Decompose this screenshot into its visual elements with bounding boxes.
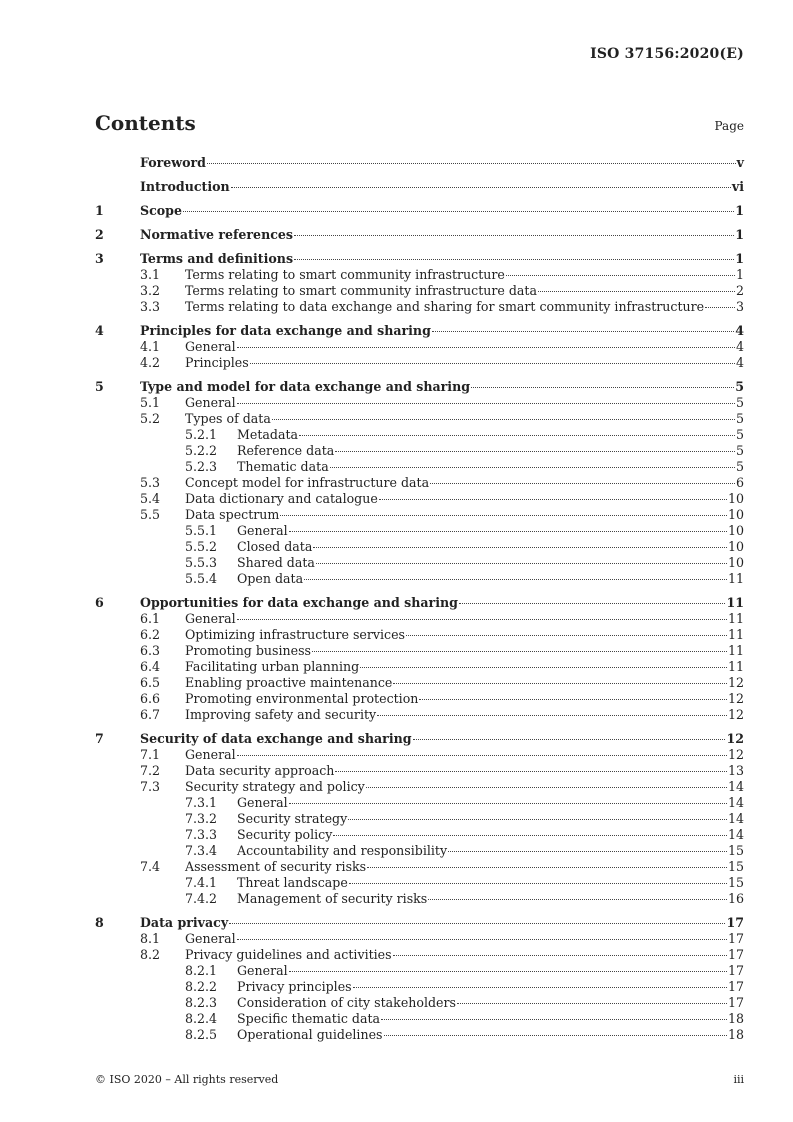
toc-entry-page: 14 [727,779,744,794]
toc-entry-title: General [185,395,236,410]
toc-entry-title: Concept model for infrastructure data [185,475,430,490]
page-number: iii [733,1073,744,1086]
dot-leader [312,651,727,652]
toc-entry-number: 8.2 [140,947,161,962]
toc-entry-number: 7.4 [140,859,161,874]
dot-leader [538,291,735,292]
toc-entry-title: Promoting business [185,643,312,658]
toc-entry-page: 15 [727,843,744,858]
toc-entry[interactable] [95,963,744,979]
toc-entry-page: 10 [727,555,744,570]
toc-entry-number: 6.6 [140,691,161,706]
toc-entry-number: 7.2 [140,763,161,778]
toc-entry-page: 14 [727,811,744,826]
dot-leader [432,331,734,332]
toc-entry-page: 17 [727,947,744,962]
toc-entry-page: 5 [735,443,744,458]
table-of-contents [95,155,744,1043]
toc-entry[interactable] [95,1027,744,1043]
toc-entry-title: General [185,339,236,354]
dot-leader [406,635,727,636]
dot-leader [183,211,734,212]
dot-leader [207,163,736,164]
toc-entry-page: 5 [735,427,744,442]
toc-entry[interactable] [95,643,744,659]
dot-leader [353,987,727,988]
toc-entry-title: Open data [237,571,304,586]
dot-leader [250,363,735,364]
toc-entry-number: 5.5.2 [185,539,218,554]
toc-entry-page: 17 [726,915,744,930]
toc-entry-title: General [237,963,288,978]
toc-entry-title: Privacy principles [237,979,352,994]
toc-entry-number: 5.1 [140,395,161,410]
toc-entry-number: 7.4.2 [185,891,218,906]
toc-entry-page: 12 [727,675,744,690]
toc-entry-page: 11 [727,643,744,658]
toc-entry-page: 4 [735,355,744,370]
toc-entry-title: Thematic data [237,459,329,474]
page-column-label: Page [714,119,744,133]
toc-entry[interactable] [95,555,744,571]
toc-entry-title: Normative references [140,227,294,242]
toc-entry-number: 5.2 [140,411,161,426]
dot-leader [335,771,727,772]
toc-entry[interactable] [95,995,744,1011]
dot-leader [379,499,727,500]
toc-entry-title: Assessment of security risks [185,859,367,874]
toc-entry-title: General [237,523,288,538]
toc-entry-number: 8.2.1 [185,963,218,978]
toc-entry[interactable] [95,491,744,507]
dot-leader [237,939,727,940]
toc-entry-number: 5.5 [140,507,161,522]
toc-entry-page: v [736,155,744,170]
toc-entry-page: vi [731,179,744,194]
toc-entry-number: 5.2.2 [185,443,218,458]
toc-entry-title: Operational guidelines [237,1027,383,1042]
toc-entry-page: 12 [727,747,744,762]
toc-entry-number: 6.1 [140,611,161,626]
toc-entry[interactable] [95,523,744,539]
dot-leader [237,755,727,756]
toc-entry-title: Accountability and responsibility [237,843,448,858]
toc-entry-page: 14 [727,795,744,810]
toc-entry[interactable] [95,659,744,675]
toc-entry-number: 8.2.4 [185,1011,218,1026]
dot-leader [384,1035,727,1036]
toc-entry-number: 5.4 [140,491,161,506]
dot-leader [366,787,727,788]
toc-entry[interactable] [95,875,744,891]
dot-leader [348,819,727,820]
toc-entry-page: 18 [727,1027,744,1042]
toc-entry-number: 8.1 [140,931,161,946]
toc-entry[interactable] [95,507,744,523]
toc-entry[interactable] [95,475,744,491]
toc-entry-title: Foreword [140,155,206,170]
toc-entry-number: 8.2.2 [185,979,218,994]
dot-leader [289,971,727,972]
toc-entry-page: 10 [727,491,744,506]
toc-entry-title: Data spectrum [185,507,280,522]
dot-leader [419,699,727,700]
toc-entry[interactable] [95,827,744,843]
toc-entry-title: Closed data [237,539,313,554]
toc-entry[interactable] [95,891,744,907]
toc-entry-page: 10 [727,539,744,554]
toc-entry-page: 11 [727,571,744,586]
toc-entry-number: 8 [95,915,104,930]
toc-entry-number: 5.5.3 [185,555,218,570]
toc-entry-number: 8.2.5 [185,1027,218,1042]
toc-entry-page: 5 [735,411,744,426]
toc-entry[interactable] [95,747,744,763]
toc-entry[interactable] [95,979,744,995]
copyright-notice: © ISO 2020 – All rights reserved [95,1073,279,1086]
toc-entry-title: Opportunities for data exchange and sharing [140,595,458,610]
toc-entry[interactable] [95,931,744,947]
dot-leader [272,419,735,420]
toc-entry-page: 4 [735,323,744,338]
toc-entry-title: Data dictionary and catalogue [185,491,378,506]
toc-entry-title: Specific thematic data [237,1011,381,1026]
toc-entry[interactable] [95,155,744,171]
toc-entry-number: 8.2.3 [185,995,218,1010]
toc-entry-title: Types of data [185,411,271,426]
toc-entry[interactable] [95,707,744,723]
toc-entry[interactable] [95,859,744,875]
toc-entry-title: Principles for data exchange and sharing [140,323,431,338]
toc-entry-number: 6.3 [140,643,161,658]
dot-leader [705,307,735,308]
toc-entry-page: 1 [735,203,744,218]
toc-entry-title: Terms relating to smart community infrastructure [185,267,505,282]
dot-leader [304,579,727,580]
toc-entry-number: 7.3 [140,779,161,794]
toc-entry[interactable] [95,795,744,811]
toc-entry-page: 11 [727,611,744,626]
dot-leader [237,403,735,404]
toc-entry-page: 17 [727,995,744,1010]
toc-entry-title: Security strategy [237,811,348,826]
toc-entry-page: 16 [727,891,744,906]
toc-entry-number: 5.3 [140,475,161,490]
toc-entry-number: 1 [95,203,104,218]
toc-entry-title: Principles [185,355,249,370]
toc-entry-page: 6 [735,475,744,490]
toc-entry-number: 6 [95,595,104,610]
toc-entry[interactable] [95,267,744,283]
toc-entry[interactable] [95,763,744,779]
dot-leader [428,899,727,900]
toc-entry-number: 7.4.1 [185,875,218,890]
toc-entry-title: General [185,931,236,946]
toc-entry-page: 13 [727,763,744,778]
toc-entry-title: Privacy guidelines and activities [185,947,392,962]
toc-entry-page: 4 [735,339,744,354]
toc-entry-number: 7.3.1 [185,795,218,810]
dot-leader [313,547,727,548]
dot-leader [333,835,727,836]
page-title: Contents [95,111,196,135]
dot-leader [299,435,735,436]
toc-entry-page: 5 [735,459,744,474]
toc-entry-page: 3 [735,299,744,314]
toc-entry[interactable] [95,611,744,627]
dot-leader [316,563,727,564]
toc-entry-number: 3.2 [140,283,161,298]
document-id: ISO 37156:2020(E) [590,46,744,62]
toc-entry-number: 6.4 [140,659,161,674]
toc-entry[interactable] [95,411,744,427]
toc-entry[interactable] [95,227,744,243]
toc-entry[interactable] [95,731,744,747]
toc-entry-page: 12 [726,731,744,746]
dot-leader [280,515,727,516]
dot-leader [367,867,727,868]
dot-leader [448,851,727,852]
toc-entry-number: 3.1 [140,267,161,282]
dot-leader [377,715,727,716]
toc-entry-title: Optimizing infrastructure services [185,627,406,642]
toc-entry-page: 17 [727,963,744,978]
toc-entry-title: Data security approach [185,763,335,778]
toc-entry[interactable] [95,843,744,859]
toc-entry[interactable] [95,395,744,411]
toc-entry-title: Facilitating urban planning [185,659,360,674]
toc-entry[interactable] [95,915,744,931]
toc-entry-number: 5.5.4 [185,571,218,586]
toc-entry[interactable] [95,339,744,355]
toc-entry-title: General [237,795,288,810]
dot-leader [393,683,727,684]
toc-entry[interactable] [95,203,744,219]
toc-entry-title: Terms relating to smart community infrastructure data [185,283,537,298]
toc-entry[interactable] [95,251,744,267]
toc-entry[interactable] [95,179,744,195]
dot-leader [393,955,727,956]
dot-leader [289,531,727,532]
toc-entry-number: 4.1 [140,339,161,354]
toc-entry-title: Data privacy [140,915,229,930]
toc-entry-page: 17 [727,931,744,946]
toc-entry-number: 6.5 [140,675,161,690]
toc-entry-number: 6.7 [140,707,161,722]
dot-leader [229,923,725,924]
toc-entry[interactable] [95,355,744,371]
toc-entry-page: 1 [735,251,744,266]
toc-entry-title: Reference data [237,443,335,458]
toc-entry-title: General [185,747,236,762]
toc-entry-page: 18 [727,1011,744,1026]
toc-entry-title: Type and model for data exchange and sharing [140,379,471,394]
toc-entry[interactable] [95,811,744,827]
toc-entry-number: 3.3 [140,299,161,314]
toc-entry[interactable] [95,443,744,459]
toc-entry-title: Consideration of city stakeholders [237,995,456,1010]
toc-entry-title: Enabling proactive maintenance [185,675,393,690]
toc-entry-page: 15 [727,859,744,874]
toc-entry-number: 7.1 [140,747,161,762]
toc-entry[interactable] [95,691,744,707]
toc-entry-number: 5.2.3 [185,459,218,474]
dot-leader [294,259,734,260]
toc-entry-title: General [185,611,236,626]
toc-entry[interactable] [95,323,744,339]
toc-entry-number: 2 [95,227,104,242]
toc-entry[interactable] [95,595,744,611]
dot-leader [335,451,735,452]
dot-leader [289,803,727,804]
toc-entry[interactable] [95,459,744,475]
toc-entry-number: 6.2 [140,627,161,642]
toc-entry-number: 4 [95,323,104,338]
toc-entry-title: Metadata [237,427,299,442]
toc-entry-page: 5 [735,395,744,410]
toc-entry-title: Security policy [237,827,333,842]
toc-entry-title: Security of data exchange and sharing [140,731,412,746]
toc-entry-title: Security strategy and policy [185,779,365,794]
toc-entry-number: 3 [95,251,104,266]
toc-entry[interactable] [95,675,744,691]
dot-leader [471,387,734,388]
dot-leader [237,619,727,620]
toc-entry[interactable] [95,779,744,795]
toc-entry-title: Shared data [237,555,315,570]
dot-leader [459,603,726,604]
toc-entry[interactable] [95,299,744,315]
toc-entry-page: 11 [726,595,744,610]
dot-leader [413,739,726,740]
toc-entry-title: Terms relating to data exchange and sharing for smart community infrastructure [185,299,705,314]
toc-entry-title: Promoting environmental protection [185,691,419,706]
dot-leader [457,1003,727,1004]
toc-entry-page: 11 [727,659,744,674]
toc-entry-title: Threat landscape [237,875,348,890]
toc-entry-number: 5 [95,379,104,394]
toc-entry-number: 7.3.2 [185,811,218,826]
toc-entry[interactable] [95,571,744,587]
toc-entry-page: 10 [727,523,744,538]
toc-entry-page: 12 [727,691,744,706]
dot-leader [330,467,735,468]
toc-entry[interactable] [95,627,744,643]
toc-entry-page: 2 [735,283,744,298]
toc-entry-page: 1 [735,227,744,242]
toc-entry-page: 1 [735,267,744,282]
toc-entry-page: 11 [727,627,744,642]
dot-leader [430,483,735,484]
toc-entry[interactable] [95,539,744,555]
toc-entry[interactable] [95,427,744,443]
toc-entry-page: 15 [727,875,744,890]
toc-entry-number: 5.5.1 [185,523,218,538]
dot-leader [506,275,735,276]
toc-entry-title: Terms and definitions [140,251,294,266]
toc-entry-number: 5.2.1 [185,427,218,442]
toc-entry-page: 5 [735,379,744,394]
dot-leader [381,1019,727,1020]
toc-entry-number: 7 [95,731,104,746]
dot-leader [294,235,734,236]
toc-entry-page: 14 [727,827,744,842]
dot-leader [231,187,731,188]
toc-entry[interactable] [95,379,744,395]
toc-entry-title: Scope [140,203,182,218]
toc-entry-number: 4.2 [140,355,161,370]
toc-entry-page: 17 [727,979,744,994]
toc-entry-page: 12 [727,707,744,722]
toc-entry-title: Improving safety and security [185,707,377,722]
toc-entry-page: 10 [727,507,744,522]
toc-entry-title: Introduction [140,179,230,194]
toc-entry[interactable] [95,1011,744,1027]
toc-entry-number: 7.3.3 [185,827,218,842]
dot-leader [237,347,735,348]
toc-entry-title: Management of security risks [237,891,428,906]
dot-leader [349,883,727,884]
dot-leader [360,667,727,668]
toc-entry[interactable] [95,947,744,963]
toc-entry-number: 7.3.4 [185,843,218,858]
toc-entry[interactable] [95,283,744,299]
